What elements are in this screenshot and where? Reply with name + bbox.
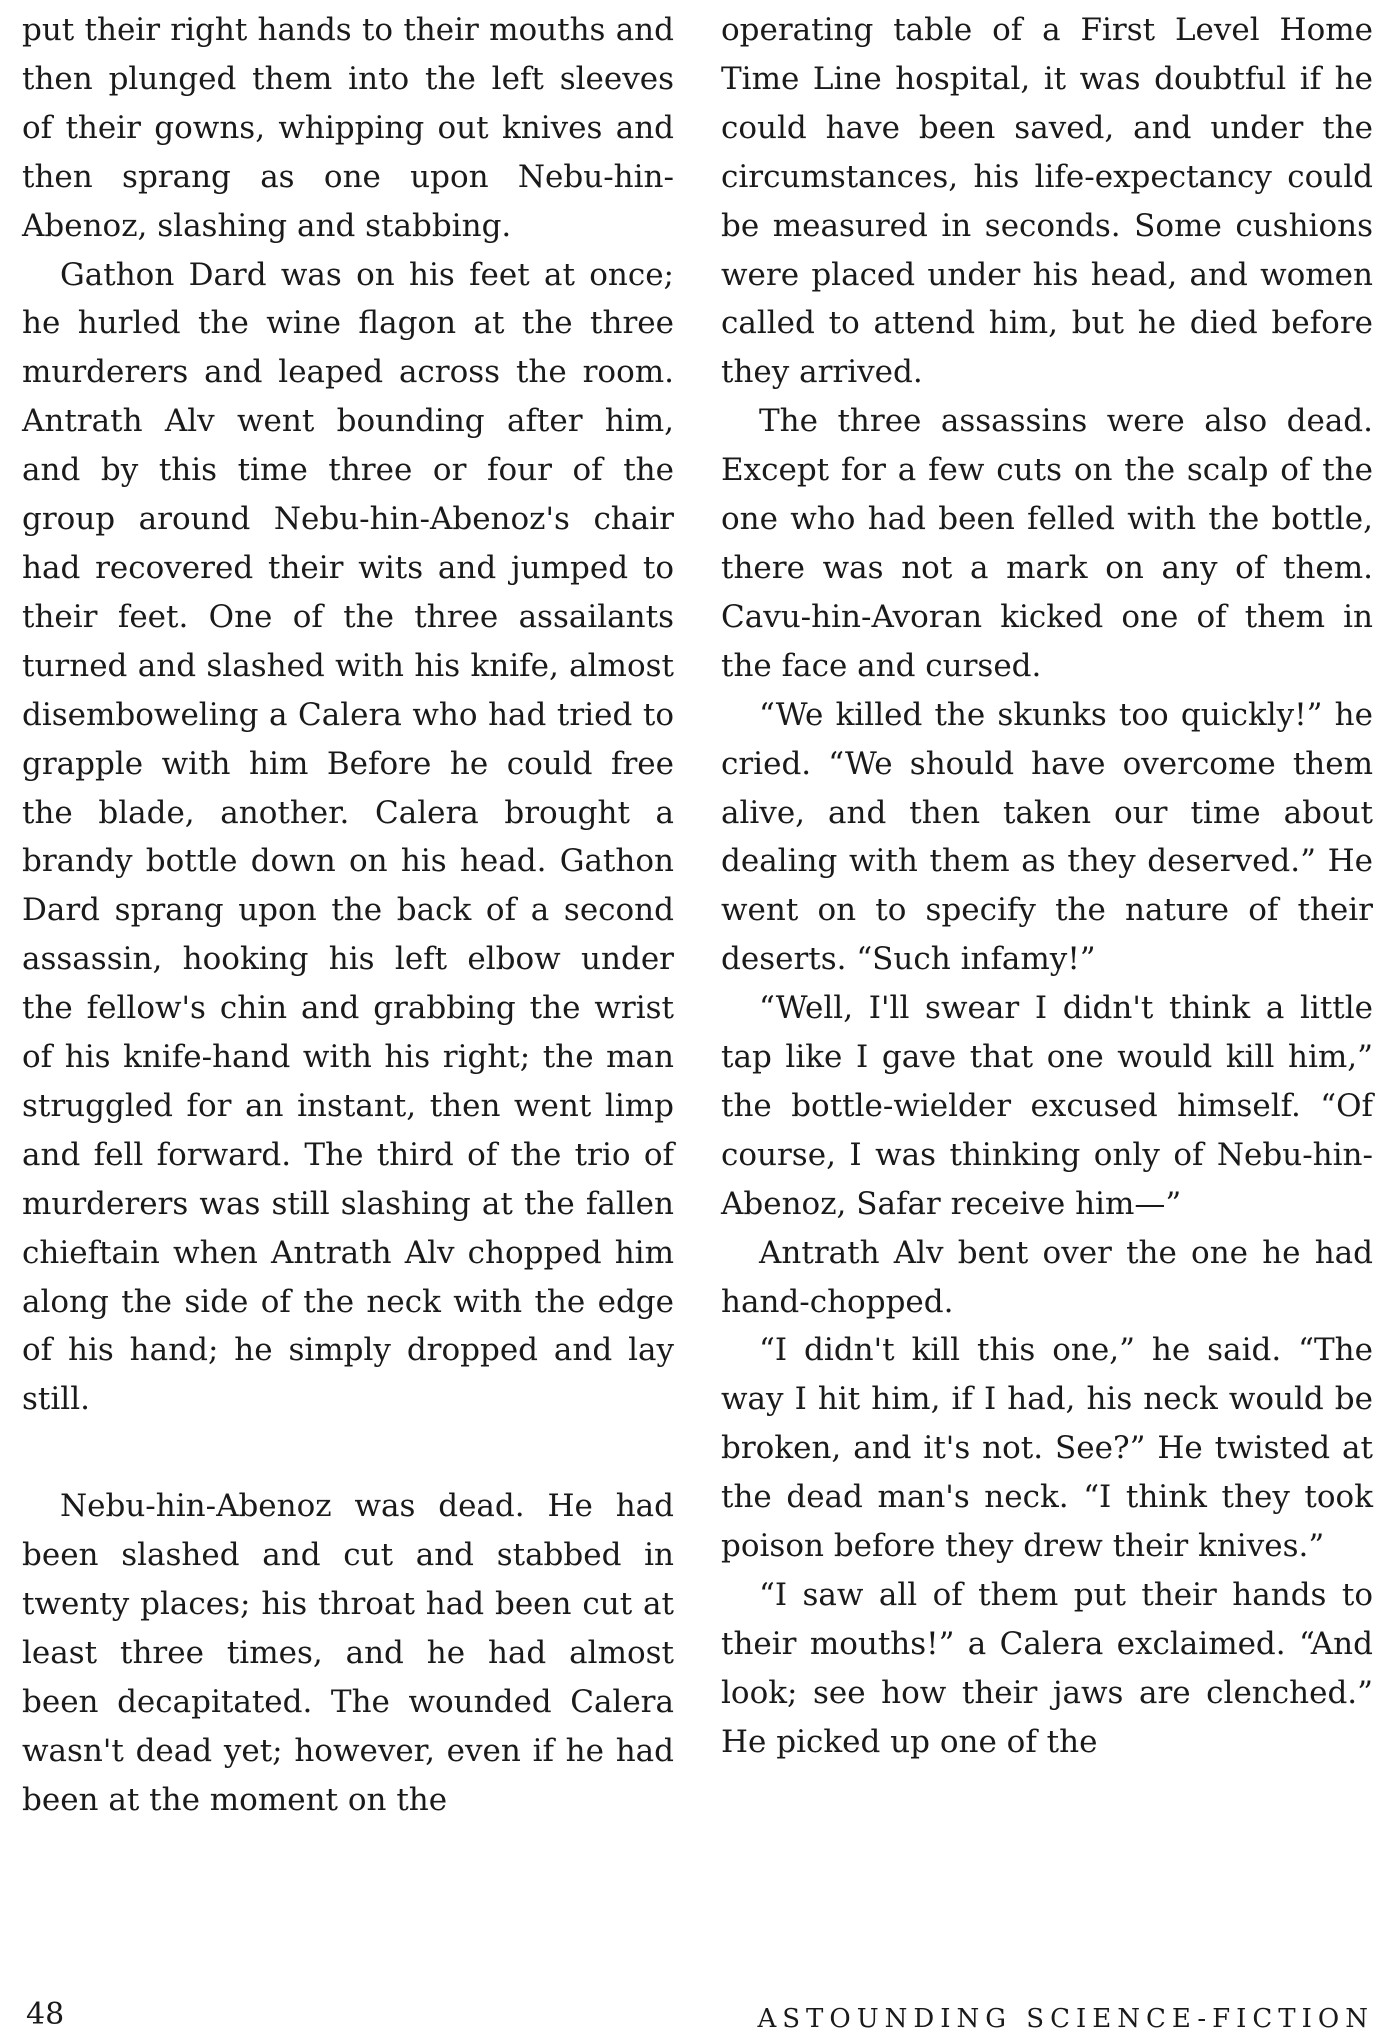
running-head: ASTOUNDING SCIENCE-FICTION bbox=[757, 2004, 1374, 2034]
paragraph: The three assassins were also dead. Except for a few cuts on the scalp of the one who had been felled with the bottle, there was not a mark on any of them. Cavu-hin-Avoran kicked one of them in the face and cursed. bbox=[721, 403, 1373, 684]
paragraph: “We killed the skunks too quickly!” he cried. “We should have overcome them alive, and then taken our time about dealing with them as they deserved.” He went on to specify the nature of their deserts. “Such infamy!” bbox=[721, 696, 1373, 978]
paragraph: Gathon Dard was on his feet at once; he hurled the wine flagon at the three murderers and leaped across the room. Antrath Alv went bounding after him, and by this time three or four of the group around Nebu-hin-Abenoz's chair had recovered their wits and jumped to their feet. One of the three assailants turned and slashed with his knife, almost disemboweling a Calera who had tried to grapple with him Before he could free the blade, another. Calera brought a brandy bottle down on his head. Gathon Dard sprang upon the back of a second assassin, hooking his left elbow under the fellow's chin and grabbing the wrist of his knife-hand with his right; the man struggled for an instant, then went limp and fell forward. The third of the trio of murderers was still slashing at the fallen chieftain when Antrath Alv chopped him along the side of the neck with the edge of his hand; he simply dropped and lay still. bbox=[22, 256, 674, 1418]
paragraph: put their right hands to their mouths and then plunged them into the left sleeves of their gowns, whipping out knives and then sprang as one upon Nebu-hin-Abenoz, slashing and stabbing. bbox=[22, 12, 674, 244]
section-break bbox=[22, 1424, 674, 1482]
paragraph: “I saw all of them put their hands to their mouths!” a Calera exclaimed. “And look; see how their jaws are clenched.” He picked up one of the bbox=[721, 1577, 1373, 1760]
left-column bbox=[22, 6, 674, 1825]
right-column bbox=[721, 6, 1373, 1767]
paragraph: Nebu-hin-Abenoz was dead. He had been slashed and cut and stabbed in twenty places; his throat had been cut at least three times, and he had almost been decapitated. The wounded Calera wasn't dead yet; however, even if he had been at the moment on the bbox=[22, 1488, 674, 1818]
paragraph: “I didn't kill this one,” he said. “The way I hit him, if I had, his neck would be broken, and it's not. See?” He twisted at the dead man's neck. “I think they took poison before they drew their knives.” bbox=[721, 1332, 1373, 1565]
paragraph: “Well, I'll swear I didn't think a little tap like I gave that one would kill him,” the bottle-wielder excused himself. “Of course, I was thinking only of Nebu-hin-Abenoz, Safar receive him—” bbox=[721, 990, 1373, 1222]
page-number: 48 bbox=[26, 1997, 65, 2032]
paragraph: Antrath Alv bent over the one he had hand-chopped. bbox=[721, 1234, 1373, 1320]
paragraph: operating table of a First Level Home Time Line hospital, it was doubtful if he could have been saved, and under the circumstances, his life-expectancy could be measured in seconds. Some cushions were placed under his head, and women called to attend him, but he died before they arrived. bbox=[721, 12, 1373, 391]
